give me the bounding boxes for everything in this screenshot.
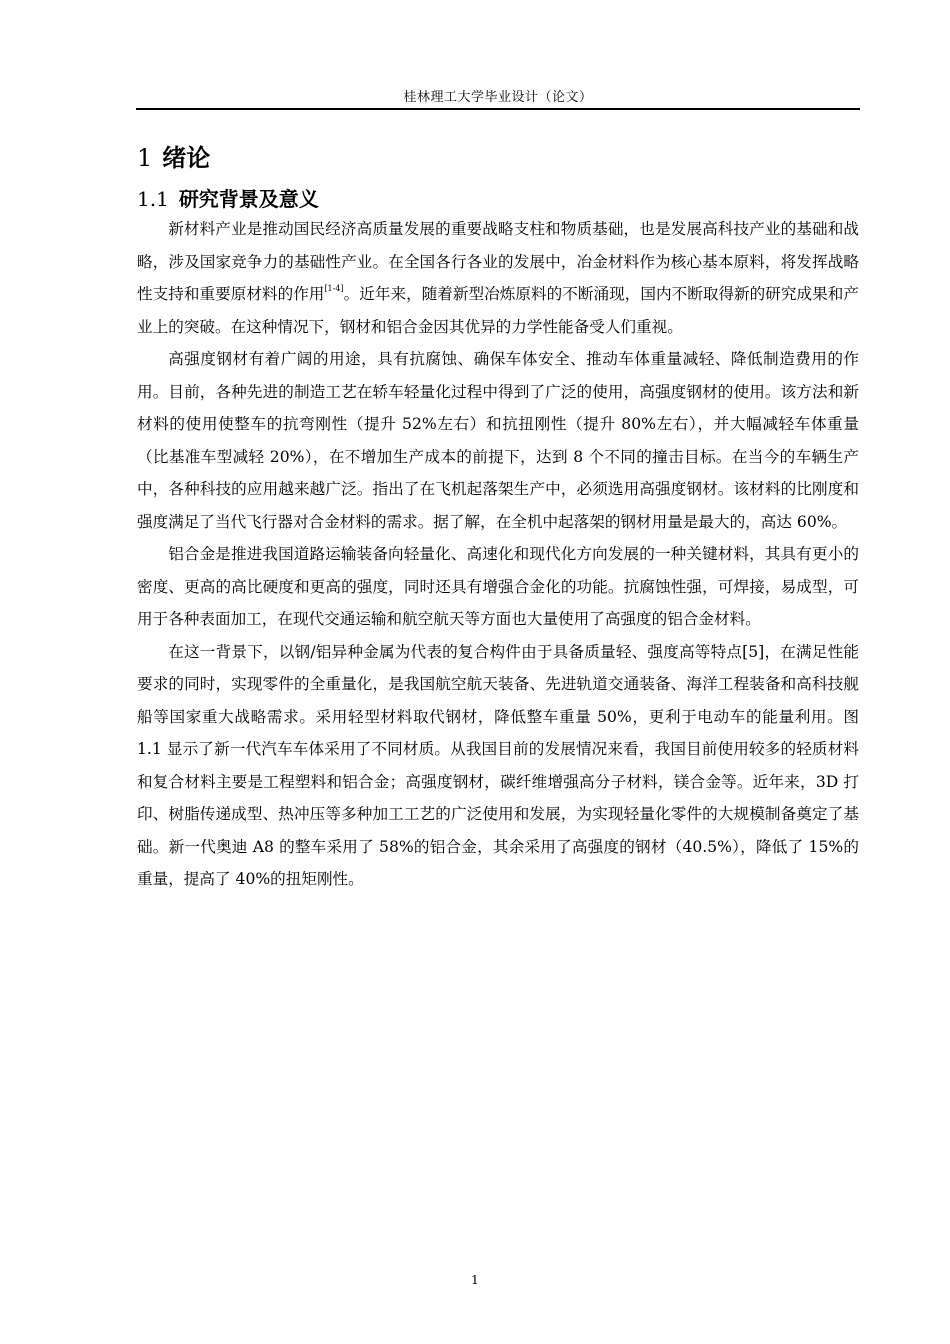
paragraph-text: 新材料产业是推动国民经济高质量发展的重要战略支柱和物质基础，也是发展高科技产业的基础和战略，涉及国家竞争力的基础性产业。在全国各行各业的发展中，冶金材料作为核心基本原料，将发挥战略性支持和重要原材料的作用 <box>137 220 859 303</box>
paragraph: 铝合金是推进我国道路运输装备向轻量化、高速化和现代化方向发展的一种关键材料，其具有更小的密度、更高的高比硬度和更高的强度，同时还具有增强合金化的功能。抗腐蚀性强，可焊接，易成型，可用于各种表面加工，在现代交通运输和航空航天等方面也大量使用了高强度的铝合金材料。 <box>137 545 859 628</box>
chapter-number: 1 <box>137 144 153 172</box>
section-heading <box>137 184 319 214</box>
chapter-heading <box>137 142 210 174</box>
running-header: 桂林理工大学毕业设计（论文） <box>136 90 860 110</box>
paragraph-text: 。近年来，随着新型冶炼原料的不断涌现，国内不断取得新的研究成果和产业上的突破。在这种情况下，钢材和铝合金因其优异的力学性能备受人们重视。 <box>137 285 859 336</box>
chapter-title: 绪论 <box>162 143 211 172</box>
body-text <box>137 213 859 896</box>
paragraph: 在这一背景下，以钢/铝异种金属为代表的复合构件由于具备质量轻、强度高等特点[5]，在满足性能要求的同时，实现零件的全重量化，是我国航空航天装备、先进轨道交通装备、海洋工程装备和高科技舰船等国家重大战略需求。采用轻型材料取代钢材，降低整车重量 50%，更利于电动车的能量利用。图 1.1 显示了新一代汽车车体采用了不同材质。从我国目前的发展情况来看，我国目前使用较多的轻质材料和复合材料主要是工程塑料和铝合金；高强度钢材，碳纤维增强高分子材料，镁合金等。近年来，3D 打印、树脂传递成型、热冲压等多种加工工艺的广泛使用和发展，为实现轻量化零件的大规模制备奠定了基础。新一代奥迪 A8 的整车采用了 58%的铝合金，其余采用了高强度的钢材（40.5%），降低了 15%的重量，提高了 40%的扭矩刚性。 <box>137 642 859 888</box>
paragraph <box>137 213 859 343</box>
section-number: 1.1 <box>137 187 169 211</box>
page-number: 1 <box>471 1273 479 1287</box>
paragraph: 高强度钢材有着广阔的用途，具有抗腐蚀、确保车体安全、推动车体重量减轻、降低制造费用的作用。目前，各种先进的制造工艺在轿车轻量化过程中得到了广泛的使用，高强度钢材的使用。该方法和新材料的使用使整车的抗弯刚性（提升 52%左右）和抗扭刚性（提升 80%左右），并大幅减轻车体重量（比基准车型减轻 20%），在不增加生产成本的前提下，达到 8 个不同的撞击目标。在当今的车辆生产中，各种科技的应用越来越广泛。指出了在飞机起落架生产中，必须选用高强度钢材。该材料的比刚度和强度满足了当代飞行器对合金材料的需求。据了解，在全机中起落架的钢材用量是最大的，高达 60%。 <box>137 350 859 531</box>
citation-reference: [1-4] <box>324 284 344 293</box>
section-title: 研究背景及意义 <box>178 187 319 211</box>
